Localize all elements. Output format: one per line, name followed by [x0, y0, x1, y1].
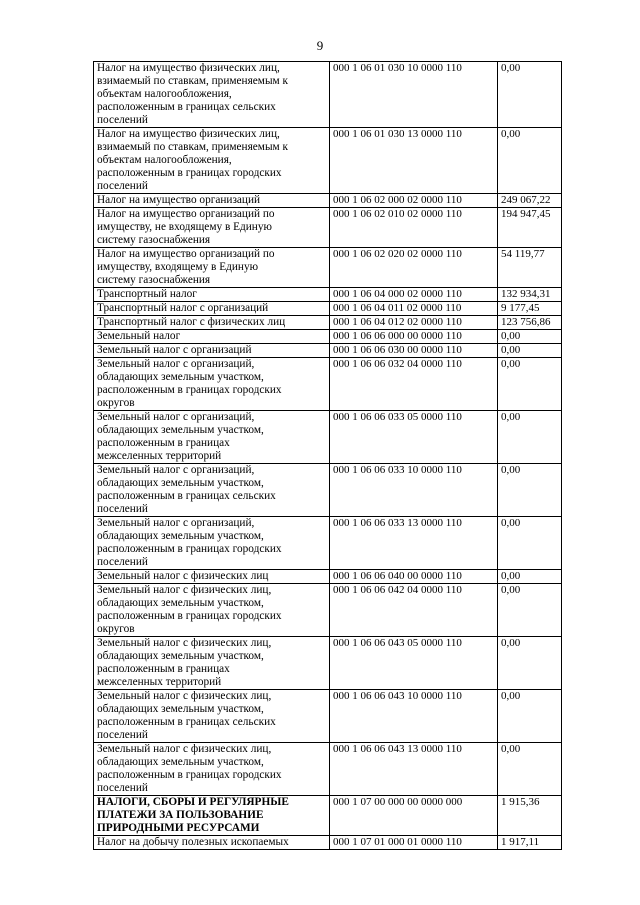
- row-name-line: Земельный налог с организаций: [97, 344, 252, 356]
- table-row: [94, 637, 562, 690]
- row-name-cell: [94, 194, 330, 208]
- row-name-line: Земельный налог с организаций,: [97, 464, 255, 476]
- row-name-line: поселений: [97, 782, 148, 794]
- row-name-line: межселенных территорий: [97, 450, 222, 462]
- row-code-cell: 000 1 06 06 043 10 0000 110: [330, 690, 498, 743]
- table-row: [94, 302, 562, 316]
- row-name-line: Земельный налог: [97, 330, 181, 342]
- row-name-line: расположенным в границах: [97, 437, 230, 449]
- row-name-cell: [94, 690, 330, 743]
- table-row: [94, 690, 562, 743]
- row-name-line: Земельный налог с организаций,: [97, 358, 255, 370]
- row-name-line: Земельный налог с организаций,: [97, 411, 255, 423]
- row-name-line: Земельный налог с физических лиц,: [97, 637, 272, 649]
- row-name-cell: [94, 637, 330, 690]
- row-amount-cell: 194 947,45: [498, 208, 562, 248]
- row-name-cell: [94, 288, 330, 302]
- row-code-cell: 000 1 06 06 042 04 0000 110: [330, 584, 498, 637]
- row-name-cell: [94, 344, 330, 358]
- row-code-cell: 000 1 06 06 000 00 0000 110: [330, 330, 498, 344]
- row-name-line: расположенным в границах сельских: [97, 716, 276, 728]
- row-amount-cell: 123 756,86: [498, 316, 562, 330]
- row-name-cell: [94, 208, 330, 248]
- row-amount-cell: 1 915,36: [498, 796, 562, 836]
- row-name-cell: [94, 743, 330, 796]
- row-name-line: Земельный налог с физических лиц,: [97, 743, 272, 755]
- row-amount-cell: 132 934,31: [498, 288, 562, 302]
- row-name-line: Налог на добычу полезных ископаемых: [97, 836, 289, 848]
- row-name-line: расположенным в границах городских: [97, 610, 282, 622]
- row-amount-cell: 0,00: [498, 128, 562, 194]
- row-name-cell: [94, 836, 330, 850]
- row-name-line: Налог на имущество организаций: [97, 194, 261, 206]
- row-amount-cell: 1 917,11: [498, 836, 562, 850]
- table-row: [94, 570, 562, 584]
- row-name-line: поселений: [97, 180, 148, 192]
- row-name-line: Транспортный налог: [97, 288, 197, 300]
- row-code-cell: 000 1 06 04 011 02 0000 110: [330, 302, 498, 316]
- row-code-cell: 000 1 07 01 000 01 0000 110: [330, 836, 498, 850]
- row-amount-cell: 0,00: [498, 344, 562, 358]
- row-name-line: поселений: [97, 556, 148, 568]
- row-name-line: обладающих земельным участком,: [97, 650, 264, 662]
- row-code-cell: 000 1 06 04 000 02 0000 110: [330, 288, 498, 302]
- row-name-line: поселений: [97, 729, 148, 741]
- row-name-line: Налог на имущество организаций по: [97, 208, 275, 220]
- table-row: [94, 796, 562, 836]
- table-row: [94, 248, 562, 288]
- row-name-line: расположенным в границах городских: [97, 384, 282, 396]
- row-amount-cell: 0,00: [498, 62, 562, 128]
- row-code-cell: 000 1 06 06 030 00 0000 110: [330, 344, 498, 358]
- row-name-cell: [94, 796, 330, 836]
- row-name-line: Земельный налог с физических лиц,: [97, 584, 272, 596]
- row-name-line: расположенным в границах: [97, 663, 230, 675]
- row-code-cell: 000 1 06 06 032 04 0000 110: [330, 358, 498, 411]
- row-name-cell: [94, 358, 330, 411]
- row-code-cell: 000 1 06 02 010 02 0000 110: [330, 208, 498, 248]
- row-name-line: ПРИРОДНЫМИ РЕСУРСАМИ: [97, 822, 260, 834]
- table-row: [94, 288, 562, 302]
- row-name-cell: [94, 316, 330, 330]
- row-amount-cell: 9 177,45: [498, 302, 562, 316]
- row-name-cell: [94, 584, 330, 637]
- row-code-cell: 000 1 06 01 030 10 0000 110: [330, 62, 498, 128]
- table-row: [94, 208, 562, 248]
- table-row: [94, 517, 562, 570]
- row-name-line: расположенным в границах сельских: [97, 101, 276, 113]
- row-name-cell: [94, 128, 330, 194]
- table-row: [94, 194, 562, 208]
- table-row: [94, 128, 562, 194]
- row-name-line: систему газоснабжения: [97, 234, 211, 246]
- row-name-line: обладающих земельным участком,: [97, 756, 264, 768]
- row-name-cell: [94, 248, 330, 288]
- row-amount-cell: 0,00: [498, 584, 562, 637]
- row-name-line: Земельный налог с физических лиц,: [97, 690, 272, 702]
- table-row: [94, 836, 562, 850]
- row-amount-cell: 0,00: [498, 637, 562, 690]
- row-code-cell: 000 1 06 06 033 10 0000 110: [330, 464, 498, 517]
- row-name-line: поселений: [97, 114, 148, 126]
- row-name-line: обладающих земельным участком,: [97, 477, 264, 489]
- table-row: [94, 62, 562, 128]
- row-name-line: объектам налогообложения,: [97, 154, 232, 166]
- row-name-line: объектам налогообложения,: [97, 88, 232, 100]
- row-name-cell: [94, 330, 330, 344]
- table-row: [94, 584, 562, 637]
- row-name-line: округов: [97, 623, 135, 635]
- row-name-cell: [94, 411, 330, 464]
- row-amount-cell: 249 067,22: [498, 194, 562, 208]
- table-row: [94, 330, 562, 344]
- row-name-line: имуществу, входящему в Единую: [97, 261, 259, 273]
- row-name-line: Земельный налог с организаций,: [97, 517, 255, 529]
- row-amount-cell: 0,00: [498, 690, 562, 743]
- row-name-line: НАЛОГИ, СБОРЫ И РЕГУЛЯРНЫЕ: [97, 796, 289, 808]
- row-name-line: расположенным в границах сельских: [97, 490, 276, 502]
- row-code-cell: 000 1 06 06 043 05 0000 110: [330, 637, 498, 690]
- row-code-cell: 000 1 06 02 020 02 0000 110: [330, 248, 498, 288]
- row-name-line: имуществу, не входящему в Единую: [97, 221, 272, 233]
- row-code-cell: 000 1 06 06 033 13 0000 110: [330, 517, 498, 570]
- row-name-line: обладающих земельным участком,: [97, 597, 264, 609]
- row-name-line: округов: [97, 397, 135, 409]
- row-name-line: обладающих земельным участком,: [97, 371, 264, 383]
- row-name-line: межселенных территорий: [97, 676, 222, 688]
- row-name-line: Налог на имущество физических лиц,: [97, 128, 280, 140]
- row-name-line: обладающих земельным участком,: [97, 703, 264, 715]
- table-row: [94, 464, 562, 517]
- row-amount-cell: 0,00: [498, 358, 562, 411]
- table-row: [94, 358, 562, 411]
- row-code-cell: 000 1 06 02 000 02 0000 110: [330, 194, 498, 208]
- row-name-line: обладающих земельным участком,: [97, 424, 264, 436]
- row-code-cell: 000 1 06 04 012 02 0000 110: [330, 316, 498, 330]
- revenue-table: [93, 61, 562, 850]
- row-code-cell: 000 1 06 01 030 13 0000 110: [330, 128, 498, 194]
- table-row: [94, 316, 562, 330]
- row-name-line: обладающих земельным участком,: [97, 530, 264, 542]
- row-name-line: взимаемый по ставкам, применяемым к: [97, 141, 288, 153]
- row-name-cell: [94, 570, 330, 584]
- row-amount-cell: 0,00: [498, 517, 562, 570]
- row-name-line: поселений: [97, 503, 148, 515]
- row-code-cell: 000 1 06 06 033 05 0000 110: [330, 411, 498, 464]
- row-amount-cell: 0,00: [498, 464, 562, 517]
- revenue-table-body: [94, 62, 562, 850]
- row-code-cell: 000 1 07 00 000 00 0000 000: [330, 796, 498, 836]
- row-name-line: систему газоснабжения: [97, 274, 211, 286]
- row-name-line: Налог на имущество организаций по: [97, 248, 275, 260]
- row-name-cell: [94, 517, 330, 570]
- row-name-line: ПЛАТЕЖИ ЗА ПОЛЬЗОВАНИЕ: [97, 809, 264, 821]
- row-name-line: расположенным в границах городских: [97, 167, 282, 179]
- row-name-cell: [94, 62, 330, 128]
- row-name-line: расположенным в границах городских: [97, 543, 282, 555]
- row-code-cell: 000 1 06 06 040 00 0000 110: [330, 570, 498, 584]
- row-name-line: Транспортный налог с физических лиц: [97, 316, 286, 328]
- table-row: [94, 344, 562, 358]
- row-name-cell: [94, 464, 330, 517]
- table-row: [94, 411, 562, 464]
- row-name-line: Транспортный налог с организаций: [97, 302, 269, 314]
- row-name-line: взимаемый по ставкам, применяемым к: [97, 75, 288, 87]
- row-amount-cell: 0,00: [498, 570, 562, 584]
- row-name-cell: [94, 302, 330, 316]
- row-name-line: расположенным в границах городских: [97, 769, 282, 781]
- row-amount-cell: 0,00: [498, 743, 562, 796]
- table-row: [94, 743, 562, 796]
- row-name-line: Земельный налог с физических лиц: [97, 570, 269, 582]
- row-amount-cell: 0,00: [498, 330, 562, 344]
- row-code-cell: 000 1 06 06 043 13 0000 110: [330, 743, 498, 796]
- row-amount-cell: 0,00: [498, 411, 562, 464]
- page-number: 9: [316, 38, 324, 53]
- row-name-line: Налог на имущество физических лиц,: [97, 62, 280, 74]
- row-amount-cell: 54 119,77: [498, 248, 562, 288]
